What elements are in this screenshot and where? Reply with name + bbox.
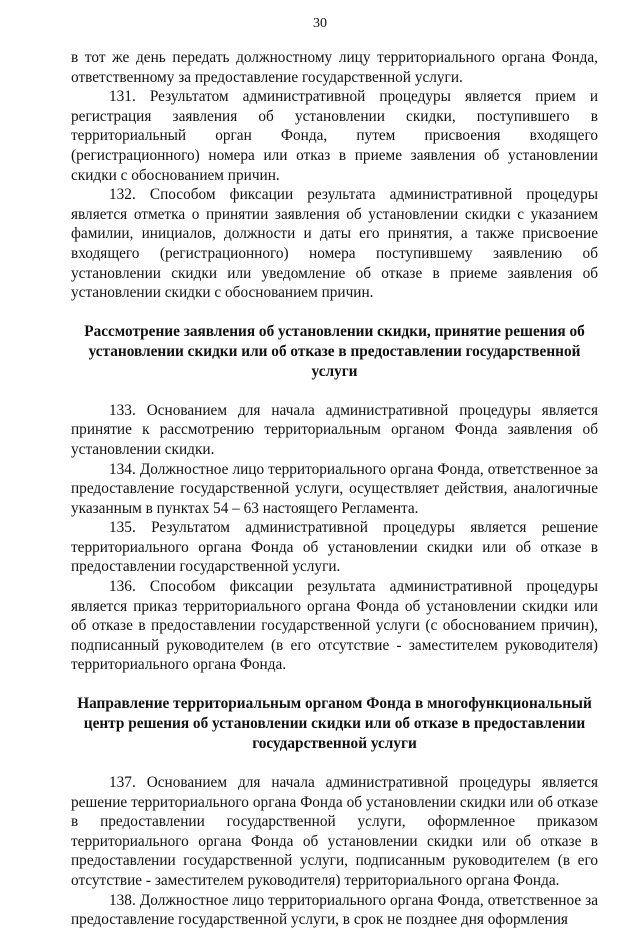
paragraph-137: 137. Основанием для начала административной процедуры является решение территориального органа Фонда об установлении скидки или об отказе в предоставлении государственной услуги, оформленное приказом территориального органа Фонда об установлении скидки или об отказе в предоставлении государственной услуги, подписанным руководителем (в его отсутствие - заместителем руководителя) территориального органа Фонда. (71, 774, 598, 889)
section-heading-mfc: Направление территориальным органом Фонда в многофункциональный центр решения об установлении скидки или об отказе в предоставлении государственной услуги (77, 695, 592, 753)
section-heading-review: Рассмотрение заявления об установлении скидки, принятие решения об установлении скидки или об отказе в предоставлении государственной услуги (84, 322, 585, 380)
spacer (71, 303, 598, 322)
spacer (71, 382, 598, 401)
paragraph-132: 132. Способом фиксации результата административной процедуры является отметка о принятии заявления об установлении скидки с указанием фамилии, инициалов, должности и даты его принятия, а также присвоение входящего (регистрационного) номера поступившему заявлению об установлении скидки или уведомление об отказе в приеме заявления об установлении скидки с обоснованием причин. (71, 186, 598, 302)
spacer (71, 754, 598, 773)
spacer (71, 675, 598, 694)
paragraph-131: 131. Результатом административной процедуры является прием и регистрация заявления об установлении скидки, поступившего в территориальный орган Фонда, путем присвоения входящего (регистрационного) номера или отказ в приеме заявления об установлении скидки с обоснованием причин. (71, 88, 598, 184)
paragraph-135: 135. Результатом административной процедуры является решение территориального органа Фонда об установлении скидки или об отказе в предоставлении государственной услуги. (71, 519, 598, 576)
page-number: 30 (313, 16, 327, 31)
paragraph-133: 133. Основанием для начала административной процедуры является принятие к рассмотрению территориальным органом Фонда заявления об установлении скидки. (71, 401, 598, 458)
paragraph-134: 134. Должностное лицо территориального органа Фонда, ответственное за предоставление государственной услуги, осуществляет действия, аналогичные указанным в пунктах 54 – 63 настоящего Регламента. (71, 460, 598, 517)
document-body (71, 48, 598, 930)
paragraph-136: 136. Способом фиксации результата административной процедуры является приказ территориального органа Фонда об установлении скидки или об отказе в предоставлении государственной услуги (с обоснованием причин), подписанный руководителем (в его отсутствие - заместителем руководителя) территориального органа Фонда. (71, 578, 598, 674)
paragraph-138: 138. Должностное лицо территориального органа Фонда, ответственное за предоставление государственной услуги, в срок не позднее дня оформления (71, 891, 598, 929)
paragraph-continuation: в тот же день передать должностному лицу территориального органа Фонда, ответственному за предоставление государственной услуги. (71, 49, 598, 86)
